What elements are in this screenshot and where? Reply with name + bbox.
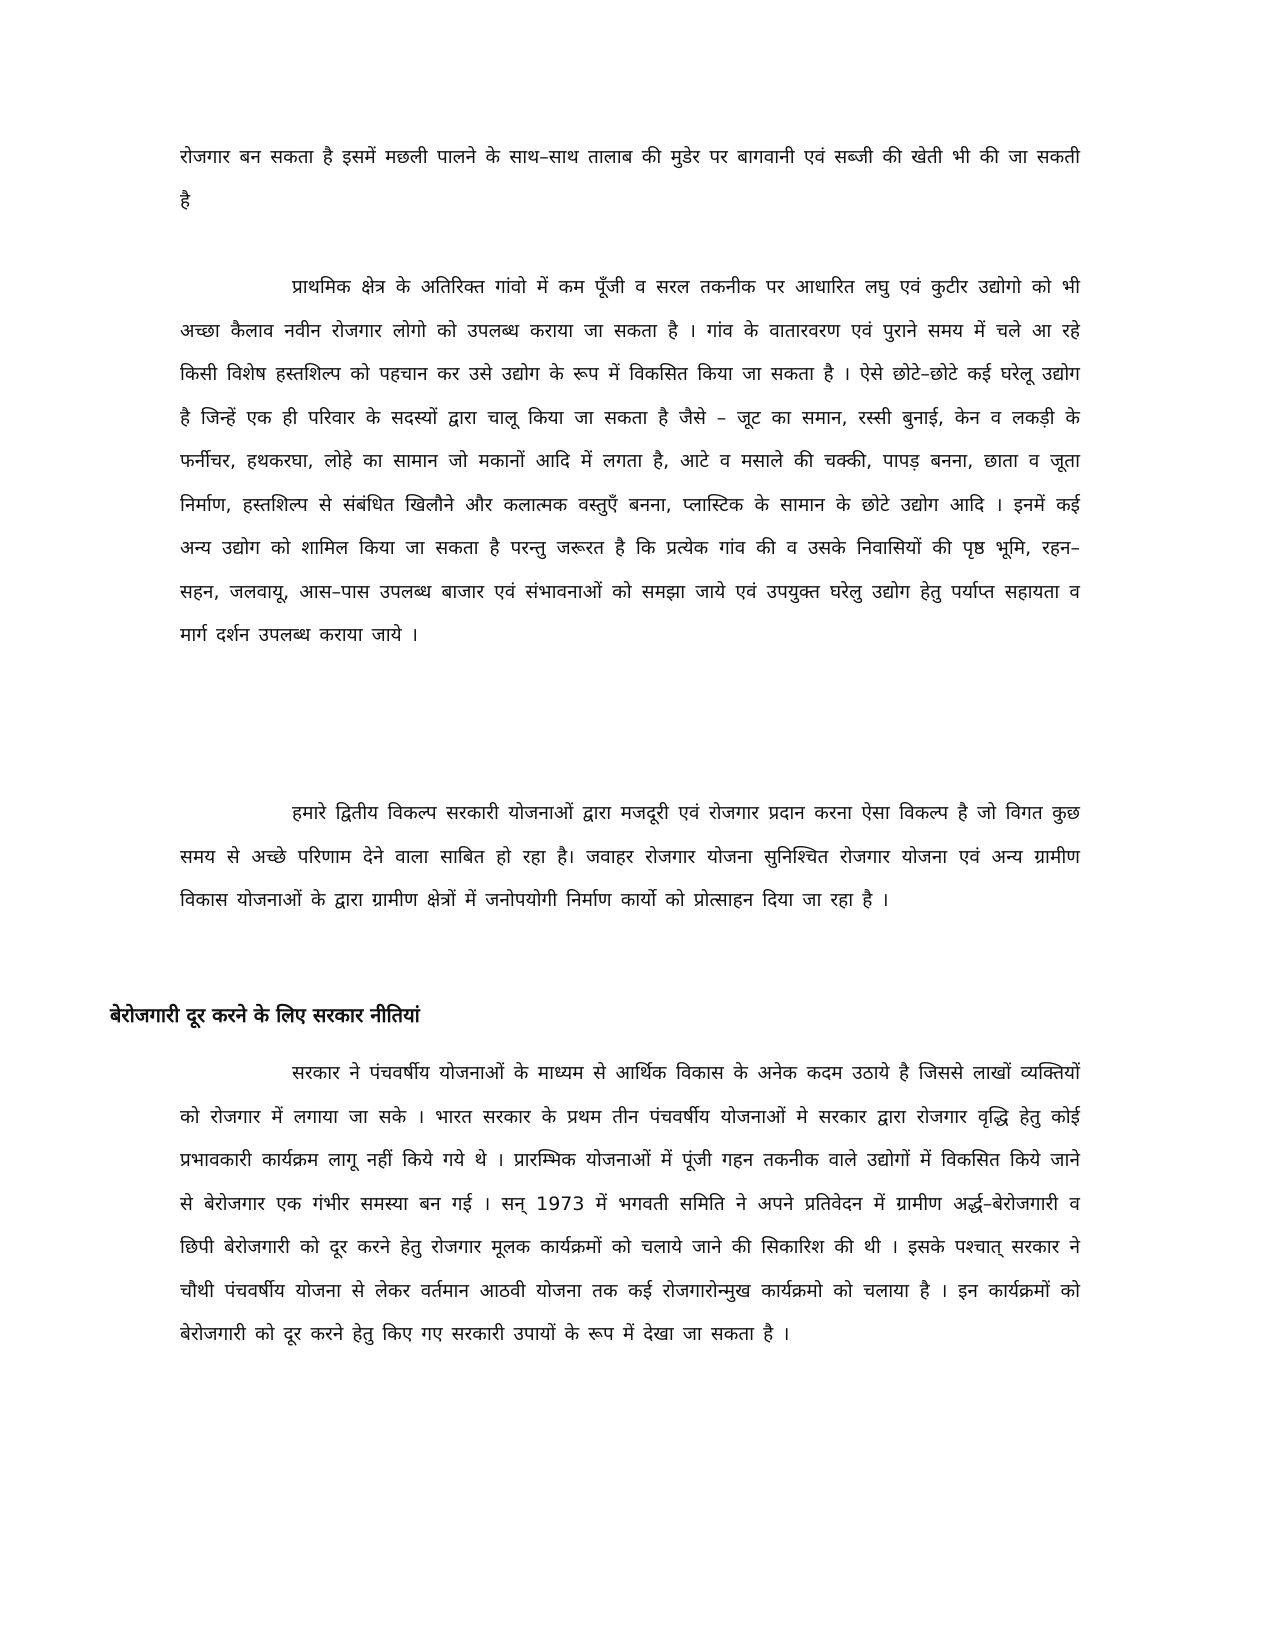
section-heading: बेरोजगारी दूर करने के लिए सरकार नीतियां [110, 1003, 420, 1027]
paragraph-fisheries-continuation: रोजगार बन सकता है इसमें मछली पालने के साथ–साथ तालाब की मुडेर पर बागवानी एवं सब्जी की खेती भी की जा सकती है [180, 146, 1080, 212]
paragraph-government-schemes: हमारे द्वितीय विकल्प सरकारी योजनाओं द्वारा मजदूरी एवं रोजगार प्रदान करना ऐसा विकल्प है जो विगत कुछ समय से अच्छे परिणाम देने वाला साबित हो रहा है। जवाहर रोजगार योजना सुनिश्चित रोजगार योजना एवं अन्य ग्रामीण विकास योजनाओं के द्वारा ग्रामीण क्षेत्रों में जनोपयोगी निर्माण कार्यो को प्रोत्साहन दिया जा रहा है । [180, 802, 1080, 911]
paragraph-five-year-plans: सरकार ने पंचवर्षीय योजनाओं के माध्यम से आर्थिक विकास के अनेक कदम उठाये है जिससे लाखों व्यक्तियों को रोजगार में लगाया जा सके । भारत सरकार के प्रथम तीन पंचवर्षीय योजनाओं मे सरकार द्वारा रोजगार वृद्धि हेतु कोई प्रभावकारी कार्यक्रम लागू नहीं किये गये थे । प्रारम्भिक योजनाओं में पूंजी गहन तकनीक वाले उद्योगों में विकसित किये जाने से बेरोजगार एक गंभीर समस्या बन गई । सन् 1973 में भगवती समिति ने अपने प्रतिवेदन में ग्रामीण अर्द्ध–बेरोजगारी व छिपी बेरोजगारी को दूर करने हेतु रोजगार मूलक कार्यक्रमों को चलाये जाने की सिकारिश की थी । इसके पश्चात् सरकार ने चौथी पंचवर्षीय योजना से लेकर वर्तमान आठवी योजना तक कई रोजगारोन्मुख कार्यक्रमो को चलाया है । इन कार्यक्रमों को बेरोजगारी को दूर करने हेतु किए गए सरकारी उपायों के रूप में देखा जा सकता है । [180, 1062, 1080, 1345]
paragraph-cottage-industries: प्राथमिक क्षेत्र के अतिरिक्त गांवो में कम पूँजी व सरल तकनीक पर आधारित लघु एवं कुटीर उद्योगो को भी अच्छा कैलाव नवीन रोजगार लोगो को उपलब्ध कराया जा सकता है । गांव के वातारवरण एवं पुराने समय में चले आ रहे किसी विशेष हस्तशिल्प को पहचान कर उसे उद्योग के रूप में विकसित किया जा सकता है । ऐसे छोटे–छोटे कई घरेलू उद्योग है जिन्हें एक ही परिवार के सदस्यों द्वारा चालू किया जा सकता है जैसे – जूट का समान, रस्सी बुनाई, केन व लकड़ी के फर्नीचर, हथकरघा, लोहे का सामान जो मकानों आदि में लगता है, आटे व मसाले की चक्की, पापड़ बनना, छाता व जूता निर्माण, हस्तशिल्प से संबंधित खिलौने और कलात्मक वस्तुएँ बनना, प्लास्टिक के सामान के छोटे उद्योग आदि । इनमें कई अन्य उद्योग को शामिल किया जा सकता है परन्तु जरूरत है कि प्रत्येक गांव की व उसके निवासियों की पृष्ठ भूमि, रहन–सहन, जलवायू, आस–पास उपलब्ध बाजार एवं संभावनाओं को समझा जाये एवं उपयुक्त घरेलु उद्योग हेतु पर्याप्त सहायता व मार्ग दर्शन उपलब्ध कराया जाये । [180, 276, 1080, 646]
